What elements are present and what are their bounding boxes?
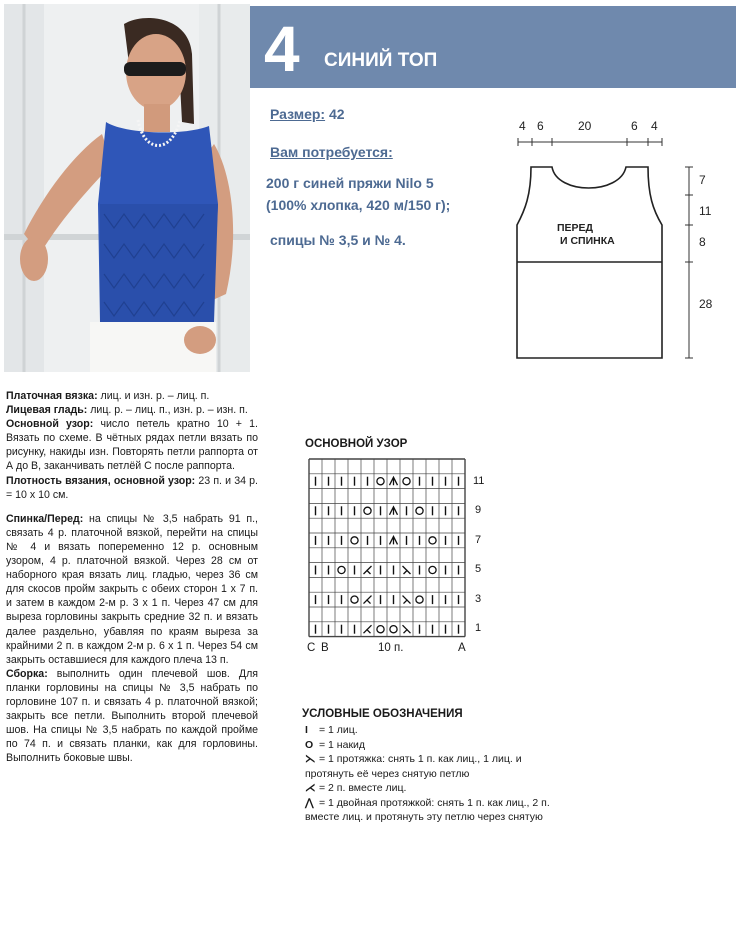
dim-top-1: 4	[519, 119, 526, 133]
row-number-11: 11	[473, 475, 485, 487]
pattern-stitch-symbol	[364, 566, 372, 574]
row-number-5: 5	[475, 563, 482, 575]
dim-top-5: 4	[651, 119, 658, 133]
pattern-stitch-symbol	[403, 596, 411, 604]
pattern-stitch-symbol	[338, 566, 345, 573]
pattern-stitch-symbol	[364, 625, 372, 633]
legend-item: ⋀ = 1 двойная протяжкой: снять 1 п. как лиц., 2 п. вместе лиц. и протянуть эту петлю через снятую	[305, 796, 550, 823]
dim-side-2: 11	[699, 204, 712, 218]
pattern-stitch-symbol	[364, 507, 371, 514]
pattern-stitch-symbol	[390, 507, 398, 515]
pattern-stitch-symbol	[403, 478, 410, 485]
label-rep: 10 п.	[378, 642, 404, 654]
dim-side-4: 28	[699, 297, 713, 311]
size-line	[270, 106, 345, 122]
size-value: 42	[328, 106, 345, 122]
pattern-stitch-symbol	[364, 596, 372, 604]
label-b: В	[321, 642, 329, 654]
legend-item: ⋌ = 2 п. вместе лиц.	[305, 782, 407, 794]
legend-item: ⋋ = 1 протяжка: снять 1 п. как лиц., 1 лиц. и протянуть её через снятую петлю	[305, 753, 522, 780]
dim-top-2: 6	[537, 119, 544, 133]
pattern-stitch-symbol	[429, 537, 436, 544]
schema-label-1: ПЕРЕД	[557, 222, 594, 234]
yarn-line-2: (100% хлопка, 420 м/150 г);	[266, 197, 451, 213]
row-number-7: 7	[475, 534, 482, 546]
row-number-3: 3	[475, 593, 482, 605]
garment-schema	[505, 115, 736, 365]
pattern-stitch-symbol	[429, 566, 436, 573]
label-c: С	[307, 642, 316, 654]
model-photo	[4, 4, 250, 372]
pattern-stitch-symbol	[377, 626, 384, 633]
pattern-stitch-symbol	[403, 625, 411, 633]
pattern-chart	[308, 458, 466, 638]
pattern-stitch-symbol	[351, 537, 358, 544]
dim-side-1: 7	[699, 173, 706, 187]
legend-title: УСЛОВНЫЕ ОБОЗНАЧЕНИЯ	[302, 708, 463, 720]
legend-item: O = 1 накид	[305, 738, 366, 751]
row-number-1: 1	[475, 622, 482, 634]
pattern-stitch-symbol	[416, 507, 423, 514]
model-number: 4	[264, 13, 298, 85]
pattern-stitch-symbol	[390, 477, 398, 485]
pattern-title: ОСНОВНОЙ УЗОР	[305, 438, 408, 450]
pattern-stitch-symbol	[390, 626, 397, 633]
instr-back-front: Спинка/Перед: на спицы № 3,5 набрать 91 п., связать 4 р. платочной вязкой, перейти на спицы № 4 и вязать попеременно 12 р. основным узором, 4 р. платочной вязкой. Через 28 см от наборного края вязать лиц. гладью, через 36 см для скосов пройм закрыть с обеих сторон 1 х 7 п. и затем в каждом 2-м р. 3 х 1 п. Через 47 см для выреза горловины закрыть средние 32 п. и вязать далее раздельно, убавляя по краям выреза за крайними 2 п. в каждом 2-м р. 6 х 1 п. Через 54 см закрыть оставшиеся для каждого плеча 13 п.	[6, 512, 258, 666]
dim-top-4: 6	[631, 119, 638, 133]
legend-item: I = 1 лиц.	[305, 724, 358, 736]
header-banner	[250, 6, 736, 88]
pattern-stitch-symbol	[390, 536, 398, 544]
yarn-line-1: 200 г синей пряжи Nilo 5	[266, 175, 434, 191]
legend	[305, 723, 550, 825]
instructions-text	[6, 389, 258, 765]
yarn-info	[266, 172, 450, 216]
instr-garter: Платочная вязка: лиц. и изн. р. – лиц. п.	[6, 390, 210, 402]
needles-info: спицы № 3,5 и № 4.	[270, 232, 406, 248]
size-label: Размер:	[270, 106, 326, 122]
instr-stockinette: Лицевая гладь: лиц. р. – лиц. п., изн. р. – изн. п.	[6, 404, 248, 417]
dim-side-3: 8	[699, 235, 706, 249]
materials-heading: Вам потребуется:	[270, 144, 393, 160]
label-a: А	[458, 642, 466, 654]
pattern-stitch-symbol	[403, 566, 411, 574]
instr-main-pattern: Основной узор: число петель кратно 10 + 1. Вязать по схеме. В чётных рядах петли вязать по рисунку, накиды изн. Повторять петли раппорта от А до В, заканчивать петлёй С после раппорта.	[6, 418, 258, 473]
instr-assembly: Сборка: выполнить один плечевой шов. Для планки горловины на спицы № 3,5 набрать по горловине 107 п. и связать 4 р. платочной вязкой; закрыть все петли. Выполнить второй плечевой шов. На спицы № 3,5 набрать по каждой пройме по 74 п. и связать планки, как для горловины. Выполнить боковые швы.	[6, 667, 258, 765]
dim-top-3: 20	[578, 119, 592, 133]
row-number-9: 9	[475, 504, 482, 516]
instr-gauge: Плотность вязания, основной узор: 23 п. и 34 р. = 10 х 10 см.	[6, 474, 258, 501]
model-title: СИНИЙ ТОП	[324, 50, 438, 71]
pattern-stitch-symbol	[351, 596, 358, 603]
pattern-stitch-symbol	[416, 596, 423, 603]
schema-label-2: И СПИНКА	[560, 235, 615, 247]
pattern-stitch-symbol	[377, 478, 384, 485]
